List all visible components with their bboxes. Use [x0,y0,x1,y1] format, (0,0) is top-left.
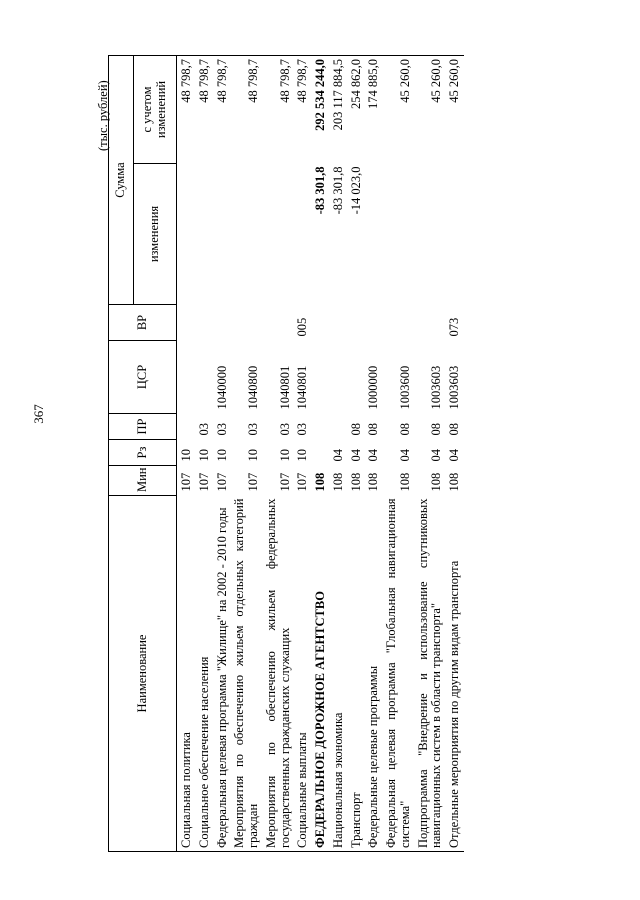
header-name: Наименование [109,496,177,852]
row-total: 48 798,7 [231,56,263,164]
row-total: 48 798,7 [294,56,312,164]
row-csr: 1003603 [447,365,461,410]
row-pr: 08 [348,423,363,436]
row-total: 48 798,7 [177,56,196,164]
row-rz: 04 [447,449,461,462]
table-row [383,56,415,852]
row-pr: 08 [447,423,461,436]
row-pr [177,414,196,440]
row-vr [383,305,415,341]
header-pr: ПР [109,414,177,440]
row-min: 108 [366,472,381,492]
row-csr: 1003603 [429,365,444,410]
row-total: 254 862,0 [348,56,366,164]
row-vr [231,305,263,341]
row-rz: 10 [179,449,193,462]
row-csr [330,341,348,414]
row-name: Подпрограмма "Внедрение и использование спутниковых навигационных систем в области транспорта" [415,496,447,852]
row-total: 203 117 884,5 [330,56,348,164]
row-pr: 03 [246,423,260,436]
row-csr: 1003600 [397,365,412,410]
row-min: 107 [179,472,193,492]
row-change [196,164,214,305]
table-row [214,56,232,852]
row-min: 107 [246,472,260,492]
row-rz: 04 [397,449,412,462]
row-min: 107 [295,472,310,492]
row-csr: 1040801 [277,365,292,410]
row-total: 48 798,7 [263,56,295,164]
row-min: 108 [447,472,461,492]
row-total: 45 260,0 [383,56,415,164]
row-total: 45 260,0 [415,56,447,164]
header-changes: изменения [134,164,177,305]
row-min: 107 [277,472,292,492]
row-change [263,164,295,305]
units-label: (тыс. рублей) [96,80,110,151]
row-pr: 03 [277,423,292,436]
row-name: ФЕДЕРАЛЬНОЕ ДОРОЖНОЕ АГЕНТСТВО [312,496,330,852]
page-number: 367 [31,404,46,424]
row-name: Федеральная целевая программа "Глобальная навигационная система" [383,496,415,852]
row-rz: 10 [295,449,310,462]
row-rz [312,440,330,466]
row-pr: 08 [366,423,381,436]
row-rz: 04 [330,449,345,462]
row-change [446,164,464,305]
row-name: Мероприятия по обеспечению жильем отдельных категорий граждан [231,496,263,852]
header-min: Мин [109,466,177,496]
row-min: 108 [348,472,363,492]
row-vr [196,305,214,341]
row-csr [312,341,330,414]
row-rz: 10 [214,449,229,462]
row-rz: 04 [366,449,381,462]
row-name: Национальная экономика [330,496,348,852]
row-min: 108 [397,472,412,492]
row-min: 108 [429,472,444,492]
row-total: 45 260,0 [446,56,464,164]
table-row [177,56,196,852]
row-vr [348,305,366,341]
row-pr: 08 [397,423,412,436]
table-row [348,56,366,852]
row-total: 292 534 244,0 [312,56,330,164]
row-name: Социальное обеспечение населения [196,496,214,852]
header-sum: Сумма [109,56,134,305]
table-row [415,56,447,852]
row-change [231,164,263,305]
row-rz: 10 [246,449,260,462]
row-vr [312,305,330,341]
row-vr [263,305,295,341]
header-with-changes: с учетом изменений [134,56,177,164]
row-pr: 08 [429,423,444,436]
row-total: 48 798,7 [214,56,232,164]
row-name: Федеральные целевые программы [365,496,383,852]
row-total: 48 798,7 [196,56,214,164]
row-change [294,164,312,305]
header-rz: Рз [109,440,177,466]
row-name: Федеральная целевая программа "Жилище" на 2002 - 2010 годы [214,496,232,852]
row-vr [177,305,196,341]
row-vr: 073 [447,317,461,337]
table-row [294,56,312,852]
table-row [330,56,348,852]
row-name: Транспорт [348,496,366,852]
row-vr [330,305,348,341]
row-change [177,164,196,305]
row-rz: 04 [348,449,363,462]
row-total: 174 885,0 [365,56,383,164]
budget-table [108,55,464,852]
row-csr [348,341,366,414]
row-change [365,164,383,305]
row-name: Социальные выплаты [294,496,312,852]
table-row [446,56,464,852]
row-vr [214,305,232,341]
table-row [263,56,295,852]
row-change: -14 023,0 [348,166,363,215]
row-csr: 1040800 [246,365,260,410]
header-vr: ВР [109,305,177,341]
row-csr [196,341,214,414]
row-rz: 04 [429,449,444,462]
table-body [177,56,464,852]
row-min: 108 [330,472,345,492]
row-change: -83 301,8 [330,166,345,215]
row-pr [330,414,348,440]
table-row [231,56,263,852]
row-vr [415,305,447,341]
row-change [415,164,447,305]
row-name: Социальная политика [177,496,196,852]
row-pr: 03 [295,423,310,436]
row-vr: 005 [295,317,310,337]
table-row [312,56,330,852]
header-csr: ЦСР [109,341,177,414]
row-rz: 10 [277,449,292,462]
table-row [365,56,383,852]
row-csr: 1000000 [366,365,381,410]
row-change: -83 301,8 [313,166,327,215]
row-vr [365,305,383,341]
row-csr: 1040801 [295,365,310,410]
row-csr [177,341,196,414]
row-pr [312,414,330,440]
row-min: 107 [196,472,211,492]
table-row [196,56,214,852]
row-rz: 10 [196,449,211,462]
row-change [214,164,232,305]
row-pr: 03 [196,423,211,436]
row-csr: 1040000 [214,365,229,410]
row-min: 108 [313,472,327,492]
row-name: Мероприятия по обеспечению жильем федеральных государственных гражданских служащих [263,496,295,852]
row-pr: 03 [214,423,229,436]
row-min: 107 [214,472,229,492]
row-name: Отдельные мероприятия по другим видам транспорта [446,496,464,852]
row-change [383,164,415,305]
